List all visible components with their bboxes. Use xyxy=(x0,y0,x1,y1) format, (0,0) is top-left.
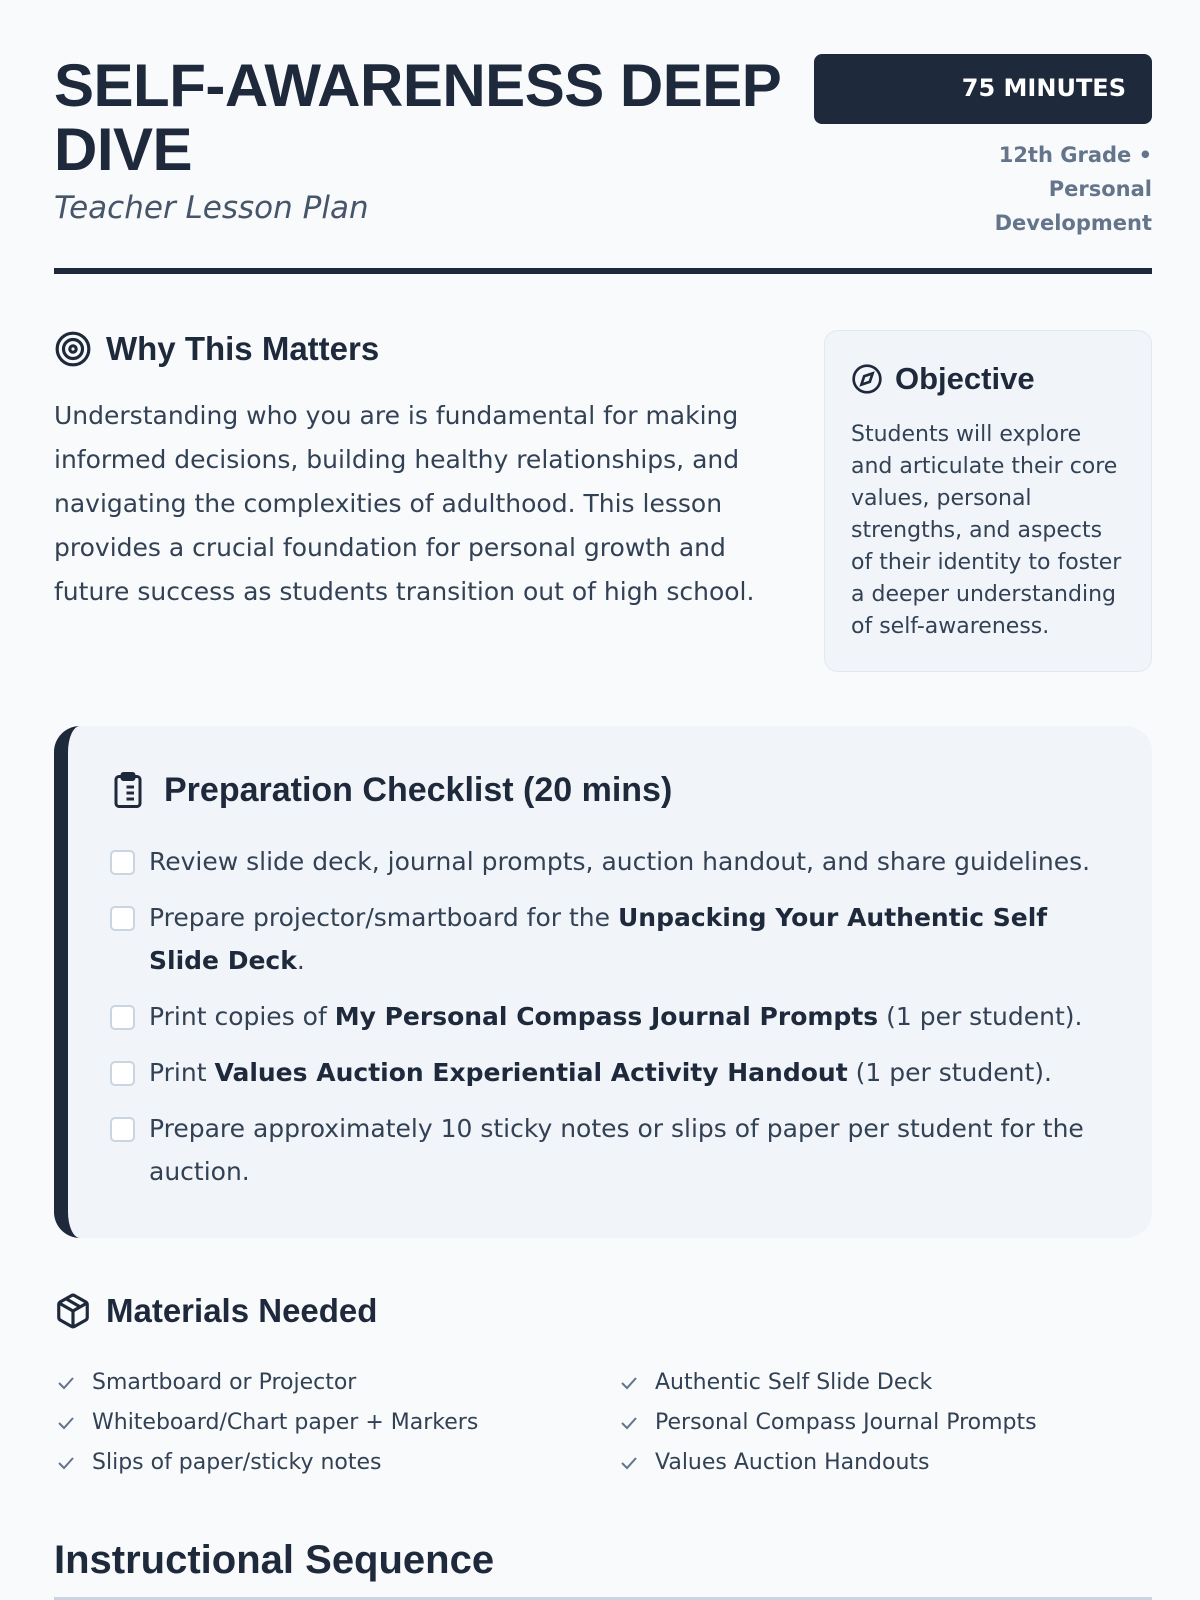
materials-list xyxy=(54,1368,1152,1477)
preparation-checklist-section xyxy=(54,726,1152,1238)
preparation-checklist xyxy=(110,840,1112,1193)
objective-body-text: Students will explore and articulate their core values, personal strengths, and aspects of their identity to foster a deeper understanding of self-awareness. xyxy=(851,422,1122,639)
checklist-item xyxy=(110,896,1112,982)
checkmark-icon xyxy=(617,1411,641,1435)
checklist-item xyxy=(110,840,1112,883)
checklist-item-text: Print copies of My Personal Compass Journal Prompts (1 per student). xyxy=(149,1002,1083,1031)
material-item xyxy=(54,1408,617,1437)
checkmark-icon xyxy=(54,1411,78,1435)
checklist-item xyxy=(110,1051,1112,1094)
duration-badge: 75 MINUTES xyxy=(814,54,1152,124)
checklist-checkbox[interactable] xyxy=(110,1061,135,1086)
objective-card xyxy=(824,330,1152,672)
target-icon xyxy=(54,330,92,368)
checklist-checkbox[interactable] xyxy=(110,906,135,931)
checklist-checkbox[interactable] xyxy=(110,1005,135,1030)
checklist-item-text: Prepare projector/smartboard for the Unpacking Your Authentic Self Slide Deck. xyxy=(149,903,1048,975)
checkmark-icon xyxy=(54,1371,78,1395)
why-this-matters-section xyxy=(54,330,774,614)
page-subtitle: Teacher Lesson Plan xyxy=(54,190,369,226)
materials-section xyxy=(54,1292,1152,1477)
checklist-item xyxy=(110,995,1112,1038)
material-item xyxy=(54,1368,617,1397)
material-item xyxy=(617,1368,1152,1397)
preparation-heading xyxy=(110,770,1112,810)
material-item-label: Personal Compass Journal Prompts xyxy=(655,1410,1037,1435)
lesson-header xyxy=(54,52,1152,235)
material-item-label: Slips of paper/sticky notes xyxy=(92,1450,382,1475)
checkmark-icon xyxy=(617,1451,641,1475)
clipboard-icon xyxy=(110,770,146,810)
why-heading-label: Why This Matters xyxy=(106,330,380,367)
material-item-label: Values Auction Handouts xyxy=(655,1450,930,1475)
why-body-text: Understanding who you are is fundamental for making informed decisions, building healthy relationships, and navigating the complexities of adulthood. This lesson provides a crucial foundation for personal growth and future success as students transition out of high school. xyxy=(54,401,755,606)
material-item xyxy=(617,1408,1152,1437)
checkmark-icon xyxy=(617,1371,641,1395)
objective-heading-label: Objective xyxy=(895,361,1035,396)
checklist-checkbox[interactable] xyxy=(110,1117,135,1142)
material-item-label: Authentic Self Slide Deck xyxy=(655,1370,933,1395)
objective-heading xyxy=(851,361,1125,397)
checkmark-icon xyxy=(54,1451,78,1475)
materials-heading-label: Materials Needed xyxy=(106,1292,378,1329)
material-item xyxy=(54,1448,617,1477)
instructional-sequence-heading: Instructional Sequence xyxy=(54,1538,495,1582)
checklist-checkbox[interactable] xyxy=(110,850,135,875)
checklist-item-text: Review slide deck, journal prompts, auction handout, and share guidelines. xyxy=(149,847,1091,876)
material-item-label: Smartboard or Projector xyxy=(92,1370,357,1395)
checklist-item-text: Prepare approximately 10 sticky notes or slips of paper per student for the auction. xyxy=(149,1114,1084,1186)
materials-heading xyxy=(54,1292,1152,1330)
checklist-item xyxy=(110,1107,1112,1193)
grade-subject-label: 12th Grade • Personal Development xyxy=(994,143,1152,235)
page-title: SELF-AWARENESS DEEP DIVE xyxy=(54,52,781,183)
compass-icon xyxy=(851,363,883,395)
preparation-heading-label: Preparation Checklist (20 mins) xyxy=(164,770,673,809)
header-divider xyxy=(54,268,1152,274)
material-item-label: Whiteboard/Chart paper + Markers xyxy=(92,1410,479,1435)
material-item xyxy=(617,1448,1152,1477)
why-heading xyxy=(54,330,774,368)
package-icon xyxy=(54,1292,92,1330)
checklist-item-text: Print Values Auction Experiential Activity Handout (1 per student). xyxy=(149,1058,1052,1087)
